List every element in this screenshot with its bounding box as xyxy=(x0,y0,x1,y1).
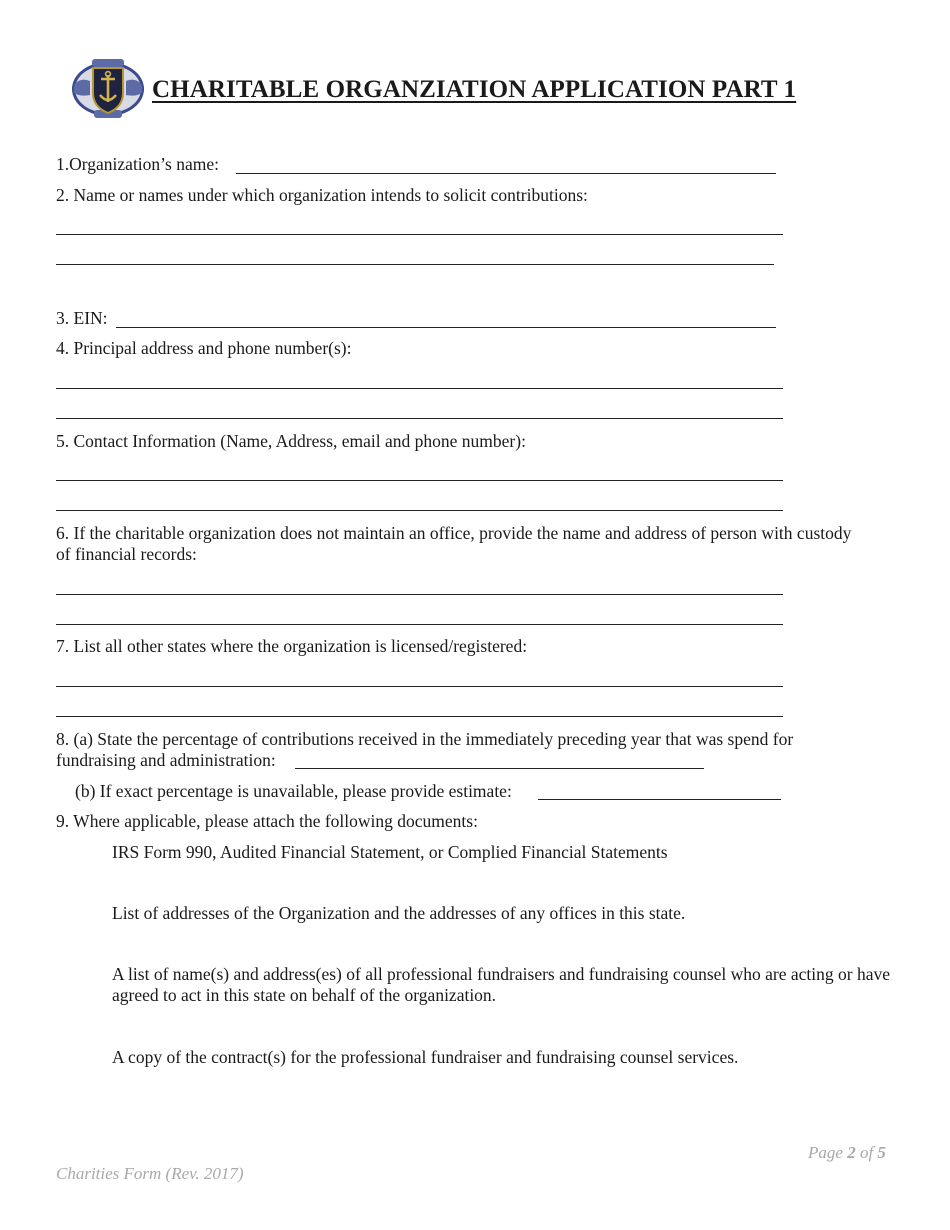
form-revision: Charities Form (Rev. 2017) xyxy=(56,1164,244,1183)
page-number xyxy=(808,1143,886,1163)
page-total: 5 xyxy=(877,1143,886,1162)
q2-label: 2. Name or names under which organization intends to solicit contributions: xyxy=(56,185,588,205)
q6-label: 6. If the charitable organization does not maintain an office, provide the name and address of person with custody of financial records: xyxy=(56,523,852,564)
principal-address-field-1[interactable] xyxy=(56,388,783,389)
principal-address-field-2[interactable] xyxy=(56,418,783,419)
q5-label: 5. Contact Information (Name, Address, email and phone number): xyxy=(56,431,526,451)
document-item: A copy of the contract(s) for the professional fundraiser and fundraising counsel services. xyxy=(112,1047,739,1067)
solicit-names-field-2[interactable] xyxy=(56,264,774,265)
q1-label: 1.Organization’s name: xyxy=(56,154,219,174)
document-item: List of addresses of the Organization and the addresses of any offices in this state. xyxy=(112,903,686,923)
contact-info-field-2[interactable] xyxy=(56,510,783,511)
ein-field[interactable] xyxy=(116,327,776,328)
page-word: Page xyxy=(808,1143,843,1162)
other-states-field-1[interactable] xyxy=(56,686,783,687)
organization-name-field[interactable] xyxy=(236,173,776,174)
page-of: of xyxy=(859,1143,874,1162)
records-custodian-field-1[interactable] xyxy=(56,594,783,595)
q4-label: 4. Principal address and phone number(s): xyxy=(56,338,352,358)
q8a-label-line2: fundraising and administration: xyxy=(56,750,276,770)
fundraising-percentage-field[interactable] xyxy=(295,768,704,769)
state-seal-logo xyxy=(70,55,146,121)
page-current: 2 xyxy=(847,1143,856,1162)
records-custodian-field-2[interactable] xyxy=(56,624,783,625)
document-item: A list of name(s) and address(es) of all professional fundraisers and fundraising counsel who are acting or have agreed to act in this state on behalf of the organization. xyxy=(112,964,891,1005)
q8a-label-line1: 8. (a) State the percentage of contributions received in the immediately preceding year that was spend for xyxy=(56,729,794,749)
document-item: IRS Form 990, Audited Financial Statement, or Complied Financial Statements xyxy=(112,842,668,862)
q9-label: 9. Where applicable, please attach the following documents: xyxy=(56,811,478,831)
other-states-field-2[interactable] xyxy=(56,716,783,717)
estimate-percentage-field[interactable] xyxy=(538,799,781,800)
q3-label: 3. EIN: xyxy=(56,308,108,328)
contact-info-field-1[interactable] xyxy=(56,480,783,481)
q8b-label: (b) If exact percentage is unavailable, please provide estimate: xyxy=(75,781,512,801)
page-title: CHARITABLE ORGANZIATION APPLICATION PART 1 xyxy=(152,76,797,103)
solicit-names-field-1[interactable] xyxy=(56,234,783,235)
q7-label: 7. List all other states where the organization is licensed/registered: xyxy=(56,636,528,656)
